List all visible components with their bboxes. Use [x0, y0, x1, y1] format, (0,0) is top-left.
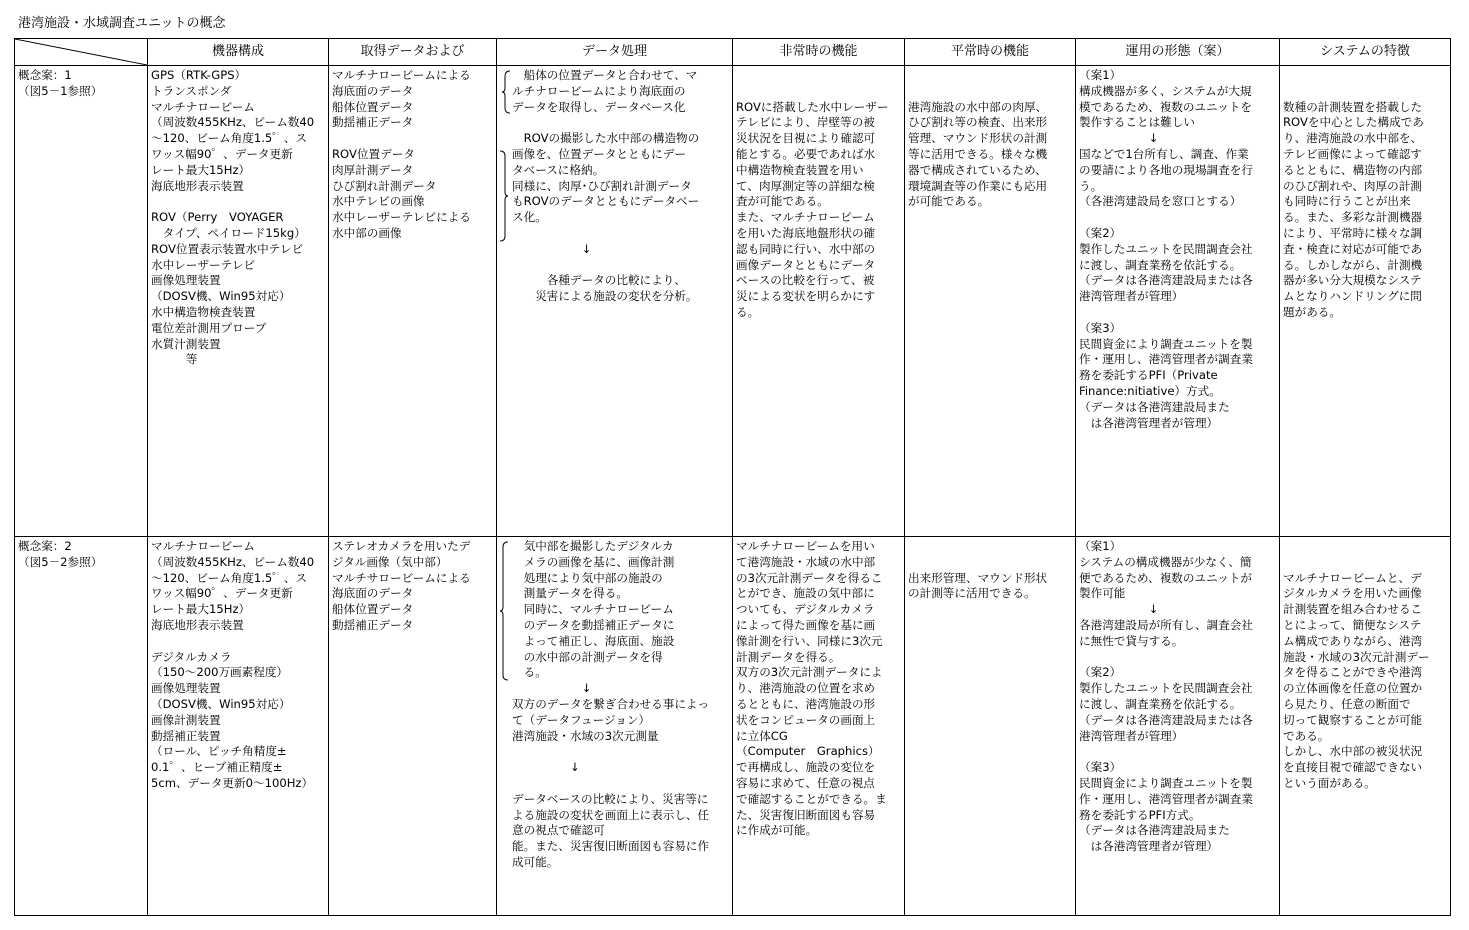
cell-text-line: ステレオカメラを用いたデ	[332, 539, 471, 553]
cell-text-line	[151, 634, 326, 650]
cell-text-line: て、肉厚測定等の詳細な検	[736, 178, 875, 193]
cell-text-line: しかし、水中部の被災状況	[1283, 744, 1423, 759]
cell-text-line: 水中レーザーテレビによる	[332, 210, 471, 225]
cell-text-line: 切って観察することが可能	[1283, 712, 1423, 727]
cell-text-line: 船体位置データ	[332, 602, 414, 617]
concept-row-1	[15, 66, 1451, 537]
cell-text-line: 民間資金により調査ユニットを製	[1079, 336, 1253, 351]
cell-text-line	[1079, 650, 1277, 666]
cell-text-line	[736, 68, 902, 84]
normal-cell	[905, 66, 1076, 537]
diagonal-line	[15, 39, 147, 65]
cell-text-line: 海底面のデータ	[332, 83, 414, 98]
cell-text-line: ↓	[512, 760, 580, 775]
cell-text-line: （各港湾建設局を窓口とする）	[1079, 194, 1242, 209]
cell-text-line: 海底地形表示装置	[151, 617, 244, 632]
cell-text-line: の要請により各地の現場調査を行	[1079, 162, 1253, 177]
cell-text-line: ROV位置データ	[332, 146, 415, 161]
cell-text-line: 器が多い分大規模なシステ	[1283, 273, 1422, 288]
cell-text-line: 船体の位置データと合わせて、マ	[512, 68, 698, 82]
operation-cell	[1076, 66, 1280, 537]
cell-text-line: で再構成し、施設の変位を	[736, 760, 876, 775]
cell-text-line: （案3）	[1079, 320, 1122, 335]
cell-text-line: ↓	[1079, 131, 1159, 146]
header-data: 取得データおよび	[329, 39, 497, 66]
cell-text-line: ひび割れ計測データ	[332, 178, 437, 193]
cell-text-line	[1079, 210, 1277, 226]
concept-label-cell	[15, 537, 148, 916]
features-cell	[1280, 66, 1451, 537]
emergency-cell	[733, 66, 905, 537]
cell-text-line: 画像データとともにデータ	[736, 257, 876, 272]
concept-row-2	[15, 537, 1451, 916]
cell-text-line: （案1）	[1079, 68, 1122, 82]
concept-label-cell	[15, 66, 148, 537]
cell-text-line: る。	[736, 304, 760, 319]
cell-text-line: 中構造物検査装置を用い	[736, 162, 864, 177]
cell-text-line: （案2）	[1079, 225, 1122, 240]
cell-text-line: 計測データを得る。	[736, 649, 841, 664]
cell-text-line: ～120、ビーム角度1.5゜、ス	[151, 570, 308, 585]
cell-text-line: マルチナロービーム	[151, 539, 255, 553]
cell-text-line: も同時に行うことが出来	[1283, 194, 1411, 209]
cell-text-line: を直接目視で確認できない	[1283, 760, 1423, 775]
cell-text-line: に作成が可能。	[736, 823, 818, 838]
cell-text-line: に渡し、調査業務を依託する。	[1079, 696, 1242, 711]
cell-text-line: 国などで1台所有し、調査、作業	[1079, 146, 1249, 161]
cell-text-line: 水中構造物検査装置	[151, 304, 256, 319]
cell-text-line: （図5－2参照）	[18, 554, 103, 569]
cell-text-line: 能とする。必要であれば水	[736, 146, 876, 161]
cell-text-line	[1283, 84, 1448, 100]
cell-text-line: もROVのデータとともにデータベー	[512, 194, 700, 209]
cell-text-line: タイプ、ペイロード15kg）	[151, 225, 306, 240]
cell-text-line: により、平常時に様々な調	[1283, 225, 1423, 240]
cell-text-line: （データは各港湾建設局また	[1079, 399, 1230, 414]
cell-text-line: 処理により気中部の施設の	[512, 570, 663, 585]
features-cell	[1280, 537, 1451, 916]
cell-text-line: （150～200万画素程度）	[151, 665, 289, 680]
cell-text-line: （データは各港湾建設局または各	[1079, 712, 1253, 727]
cell-text-line: 等に活用できる。様々な機	[908, 146, 1048, 161]
cell-text-line: 海底地形表示装置	[151, 178, 244, 193]
cell-text-line: 双方のデータを繋ぎ合わせる事によっ	[512, 696, 710, 711]
cell-text-line: 器で構成されているため、	[908, 162, 1047, 177]
cell-text-line: マルチナロービームと、デ	[1283, 570, 1422, 585]
cell-text-line: Finance:nitiative）方式。	[1079, 383, 1221, 398]
cell-text-line: タベースに格納。	[512, 162, 605, 177]
cell-text-line: ROVの撮影した水中部の構造物の	[512, 131, 700, 146]
cell-text-line: 管理、マウンド形状の計測	[908, 131, 1048, 146]
cell-text-line: 成可能。	[512, 854, 559, 869]
cell-text-line: 概念案：1	[18, 68, 72, 82]
cell-text-line: 査・検査に対応が可能であ	[1283, 241, 1423, 256]
cell-text-line: 測量データを得る。	[512, 586, 628, 601]
cell-text-line: トランスポンダ	[151, 83, 232, 98]
cell-text-line: によって得た画像を基に画	[736, 617, 876, 632]
cell-text-line: ～120、ビーム角度1.5゜、ス	[151, 131, 308, 146]
cell-text-line: に渡し、調査業務を依託する。	[1079, 257, 1242, 272]
cell-text-line: ROVを中心とした構成であ	[1283, 115, 1424, 130]
cell-text-line: に無性で貸与する。	[1079, 633, 1184, 648]
header-row	[15, 39, 1451, 66]
cell-text-line: 港湾管理者が管理）	[1079, 728, 1184, 743]
header-normal: 平常時の機能	[905, 39, 1076, 66]
cell-text-line: て（データフュージョン）	[512, 712, 651, 727]
cell-text-line: また、マルチナロービーム	[736, 210, 875, 225]
header-equipment: 機器構成	[148, 39, 329, 66]
cell-text-line: 等	[151, 352, 198, 367]
cell-text-line: 災状況を目視により確認可	[736, 131, 876, 146]
cell-text-line: ROV（Perry VOYAGER	[151, 210, 284, 225]
cell-text-line: るとともに、構造物の内部	[1283, 162, 1423, 177]
cell-text-line: 像計測を行い、同様に3次元	[736, 633, 883, 648]
cell-text-line: 製作することは難しい	[1079, 115, 1195, 130]
cell-text-line: ひび割れ等の検査、出来形	[908, 115, 1048, 130]
cell-text-line: 水中部の画像	[332, 225, 402, 240]
cell-text-line: た、災害復旧断面図も容易	[736, 807, 876, 822]
cell-text-line: ジタルカメラを用いた画像	[1283, 586, 1422, 601]
cell-text-line: とができ、施設の気中部に	[736, 586, 875, 601]
cell-text-line: の立体画像を任意の位置か	[1283, 681, 1423, 696]
cell-text-line: ムとなりハンドリングに問	[1283, 289, 1422, 304]
cell-text-line: 同様に、肉厚･ひび割れ計測データ	[512, 178, 692, 193]
cell-text-line: メラの画像を基に、画像計測	[512, 554, 675, 569]
cell-text-line: 画像処理装置	[151, 681, 221, 696]
equipment-cell	[148, 66, 329, 537]
cell-text-line: は各港湾管理者が管理）	[1079, 839, 1219, 854]
cell-text-line: 施設・水域の3次元計測デー	[1283, 649, 1430, 664]
cell-text-line: ROVに搭載した水中レーザー	[736, 99, 889, 114]
cell-text-line: （ロール、ピッチ角精度±	[151, 744, 287, 759]
cell-text-line: ス化。	[512, 210, 547, 225]
cell-text-line: データベースの比較により、災害等に	[512, 791, 709, 806]
cell-text-line: データを取得し、データベース化	[512, 99, 686, 114]
cell-text-line: テレビ画像によって確認す	[1283, 146, 1422, 161]
cell-text-line: ↓	[512, 241, 592, 256]
cell-text-line: に立体CG	[736, 728, 788, 743]
header-operation: 運用の形態（案）	[1076, 39, 1280, 66]
cell-text-line: る。また、多彩な計測機器	[1283, 210, 1423, 225]
cell-text-line: 計測装置を組み合わせるこ	[1283, 602, 1423, 617]
cell-text-line: り、港湾施設の水中部を、	[1283, 131, 1423, 146]
cell-text-line: う。	[1079, 178, 1103, 193]
cell-text-line: のデータを動揺補正データに	[512, 617, 675, 632]
cell-text-line	[500, 258, 730, 274]
cell-text-line: るとともに、港湾施設の形	[736, 696, 876, 711]
cell-text-line: ↓	[1079, 602, 1159, 617]
cell-text-line	[908, 555, 1073, 571]
cell-text-line: （案3）	[1079, 760, 1122, 775]
cell-text-line: 肉厚計測データ	[332, 162, 414, 177]
cell-text-line: 製作可能	[1079, 586, 1126, 601]
cell-text-line: とによって、簡便なシステ	[1283, 617, 1422, 632]
cell-text-line: 容易に求めて、任意の視点	[736, 775, 875, 790]
cell-text-line: 状をコンピュータの画面上	[736, 712, 876, 727]
cell-text-line: る。しかしながら、計測機	[1283, 257, 1423, 272]
cell-text-line: 災による変状を明らかにす	[736, 289, 876, 304]
cell-text-line: ワッス幅90゜、データ更新	[151, 146, 293, 161]
cell-text-line: ム構成でありながら、港湾	[1283, 633, 1423, 648]
cell-text-line: 数種の計測装置を搭載した	[1283, 99, 1423, 114]
header-processing: データ処理	[497, 39, 733, 66]
cell-text-line: 船体位置データ	[332, 99, 414, 114]
cell-text-line: 意の視点で確認可	[512, 823, 605, 838]
cell-text-line: 認も同時に行い、水中部の	[736, 241, 876, 256]
cell-text-line: 能。また、災害復旧断面図も容易に作	[512, 839, 710, 854]
cell-text-line	[500, 776, 730, 792]
cell-text-line: システムの構成機器が少なく、簡	[1079, 554, 1252, 569]
cell-text-line: 各種データの比較により、	[512, 273, 686, 288]
cell-text-line: 民間資金により調査ユニットを製	[1079, 775, 1253, 790]
emergency-cell	[733, 537, 905, 916]
cell-text-line: 水質汁測装置	[151, 336, 221, 351]
cell-text-line: 製作したユニットを民間調査会社	[1079, 681, 1253, 696]
cell-text-line: 作・運用し、港湾管理者が調査業	[1079, 352, 1253, 367]
cell-text-line: 構成機器が多く、システムが大規	[1079, 83, 1252, 98]
cell-text-line: 水中テレビの画像	[332, 194, 425, 209]
cell-text-line: 画像処理装置	[151, 273, 221, 288]
cell-text-line: 動揺補正データ	[332, 115, 414, 130]
cell-text-line: 概念案：2	[18, 539, 72, 553]
cell-text-line: という面がある。	[1283, 775, 1376, 790]
cell-text-line: （データは各港湾建設局また	[1079, 823, 1230, 838]
cell-text-line: マルチナロービームによる	[332, 68, 471, 82]
cell-text-line: マルチサロービームによる	[332, 570, 471, 585]
cell-text-line: 各港湾建設局が所有し、調査会社	[1079, 617, 1253, 632]
cell-text-line: て港湾施設・水域の水中部	[736, 554, 876, 569]
cell-text-line: ワッス幅90゜、データ更新	[151, 586, 293, 601]
cell-text-line: 動揺補正データ	[332, 617, 414, 632]
cell-text-line: （DOSV機、Win95対応）	[151, 696, 291, 711]
cell-text-line	[332, 131, 494, 147]
cell-text-line: のひび割れや、肉厚の計測	[1283, 178, 1422, 193]
cell-text-line	[1079, 305, 1277, 321]
cell-text-line: 海底面のデータ	[332, 586, 414, 601]
cell-text-line: ROV位置表示装置水中テレビ	[151, 241, 304, 256]
cell-text-line: （案2）	[1079, 665, 1122, 680]
cell-text-line: 模であるため、複数のユニットを	[1079, 99, 1252, 114]
cell-text-line: ルチナロービームにより海底面の	[512, 83, 686, 98]
cell-text-line: 環境調査等の作業にも応用	[908, 178, 1048, 193]
cell-text-line	[151, 194, 326, 210]
cell-text-line: マルチナロービームを用い	[736, 539, 875, 553]
cell-text-line: よる施設の変状を画面上に表示し、任	[512, 807, 710, 822]
cell-text-line: ついても、デジタルカメラ	[736, 602, 875, 617]
cell-text-line: マルチナロービーム	[151, 99, 255, 114]
cell-text-line: り、港湾施設の位置を求め	[736, 681, 876, 696]
cell-text-line: 同時に、マルチナロービーム	[512, 602, 674, 617]
cell-text-line: を用いた海底地盤形状の確	[736, 225, 876, 240]
cell-text-line: （図5－1参照）	[18, 83, 103, 98]
header-features: システムの特徴	[1280, 39, 1451, 66]
cell-text-line: ら見たり、任意の断面で	[1283, 696, 1411, 711]
cell-text-line: 務を委託するPFI（Private	[1079, 368, 1218, 383]
cell-text-line: の3次元計測データを得るこ	[736, 570, 883, 585]
corner-cell	[15, 39, 148, 66]
cell-text-line: 動揺補正装置	[151, 728, 221, 743]
cell-text-line: 出来形管理、マウンド形状	[908, 570, 1048, 585]
cell-text-line: レート最大15Hz）	[151, 162, 251, 177]
cell-text-line: 便であるため、複数のユニットが	[1079, 570, 1252, 585]
cell-text-line: ベースの比較を行って、被	[736, 273, 875, 288]
document-title: 港湾施設・水域調査ユニットの概念	[18, 16, 226, 31]
cell-text-line: 務を委託するPFI方式。	[1079, 807, 1201, 822]
cell-text-line: （案1）	[1079, 539, 1122, 553]
brace-icon	[501, 70, 511, 114]
cell-text-line: 水中レーザーテレビ	[151, 257, 256, 272]
cell-text-line	[500, 115, 730, 131]
cell-text-line: 画像を、位置データとともにデー	[512, 146, 686, 161]
cell-text-line: 気中部を撮影したデジタルカ	[512, 539, 674, 553]
cell-text-line	[1283, 555, 1448, 571]
cell-text-line	[908, 84, 1073, 100]
cell-text-line: の計測等に活用できる。	[908, 586, 1036, 601]
cell-text-line: （周波数455KHz、ビーム数40	[151, 115, 315, 130]
normal-cell	[905, 537, 1076, 916]
cell-text-line: 画像計測装置	[151, 712, 221, 727]
cell-text-line: （周波数455KHz、ビーム数40	[151, 554, 315, 569]
cell-text-line: である。	[1283, 728, 1330, 743]
cell-text-line: よって補正し、海底面、施設	[512, 633, 675, 648]
cell-text-line: の水中部の計測データを得	[512, 649, 663, 664]
cell-text-line: レート最大15Hz）	[151, 602, 251, 617]
cell-text-line: 0.1゜、ヒーブ補正精度±	[151, 760, 283, 775]
cell-text-line: 5cm、データ更新0～100Hz）	[151, 775, 314, 790]
data-cell	[329, 537, 497, 916]
processing-cell	[497, 537, 733, 916]
cell-text-line: 港湾施設・水域の3次元測量	[512, 728, 659, 743]
cell-text-line	[500, 226, 730, 242]
cell-text-line: が可能である。	[908, 194, 990, 209]
data-cell	[329, 66, 497, 537]
cell-text-line	[908, 68, 1073, 84]
equipment-cell	[148, 537, 329, 916]
cell-text-line: テレビにより、岸壁等の被	[736, 115, 875, 130]
cell-text-line: （Computer Graphics）	[736, 744, 880, 759]
cell-text-line: は各港湾管理者が管理）	[1079, 415, 1219, 430]
cell-text-line: タを得ることができや港湾	[1283, 665, 1423, 680]
cell-text-line: 作・運用し、港湾管理者が調査業	[1079, 791, 1253, 806]
cell-text-line	[500, 744, 730, 760]
cell-text-line: 港湾管理者が管理）	[1079, 289, 1184, 304]
cell-text-line	[908, 539, 1073, 555]
cell-text-line	[1079, 744, 1277, 760]
header-emergency: 非常時の機能	[733, 39, 905, 66]
cell-text-line: 災害による施設の変状を分析。	[512, 289, 698, 304]
cell-text-line: 題がある。	[1283, 304, 1341, 319]
operation-cell	[1076, 537, 1280, 916]
cell-text-line: 双方の3次元計測データによ	[736, 665, 883, 680]
cell-text-line: （DOSV機、Win95対応）	[151, 289, 291, 304]
cell-text-line: る。	[512, 665, 547, 680]
cell-text-line: で確認することができる。ま	[736, 791, 887, 806]
cell-text-line	[1283, 68, 1448, 84]
cell-text-line: ↓	[512, 681, 592, 696]
cell-text-line	[736, 84, 902, 100]
cell-text-line: （データは各港湾建設局または各	[1079, 273, 1253, 288]
concept-table	[14, 38, 1451, 916]
cell-text-line: 査が可能である。	[736, 194, 829, 209]
cell-text-line: 電位差計測用プローブ	[151, 320, 267, 335]
cell-text-line: デジタルカメラ	[151, 649, 232, 664]
cell-text-line: 製作したユニットを民間調査会社	[1079, 241, 1253, 256]
cell-text-line: GPS（RTK-GPS）	[151, 68, 247, 82]
brace-icon	[499, 150, 509, 242]
processing-cell	[497, 66, 733, 537]
brace-icon	[499, 541, 509, 681]
cell-text-line: ジタル画像（気中部）	[332, 554, 448, 569]
cell-text-line: 港湾施設の水中部の肉厚、	[908, 99, 1048, 114]
cell-text-line	[1283, 539, 1448, 555]
